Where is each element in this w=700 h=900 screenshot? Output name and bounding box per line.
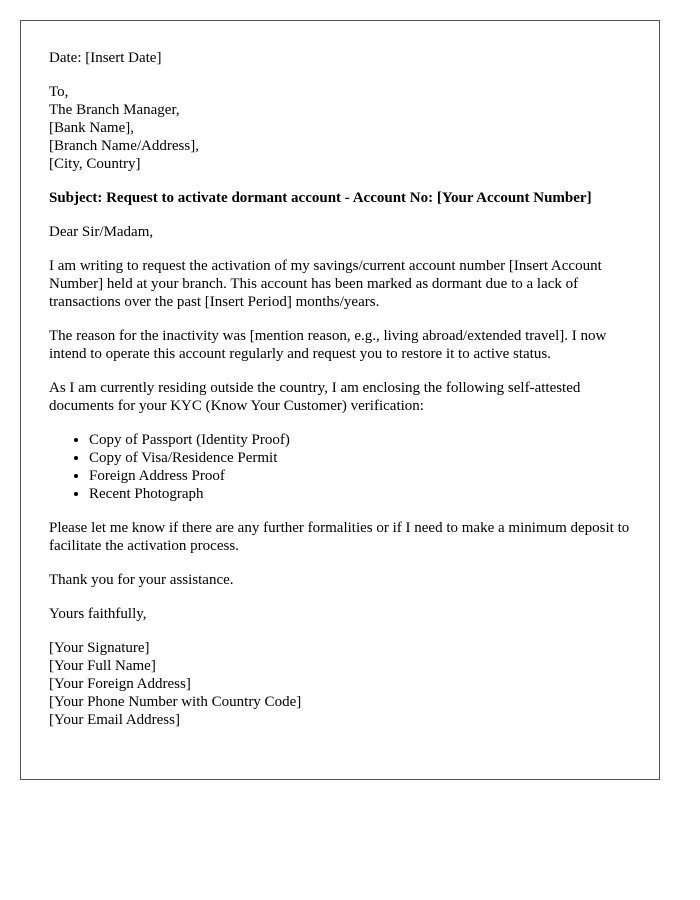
phone-line: [Your Phone Number with Country Code] xyxy=(49,694,302,710)
body-paragraph-formalities: Please let me know if there are any further formalities or if I need to make a minimum deposit to facilitate the activation process. xyxy=(49,520,630,554)
recipient-address xyxy=(49,83,633,173)
subject-line: Subject: Request to activate dormant account - Account No: [Your Account Number] xyxy=(49,190,592,206)
date-line: Date: [Insert Date] xyxy=(49,50,162,66)
document-list-item: • Copy of Passport (Identity Proof) xyxy=(89,431,633,449)
recipient-line: [Bank Name], xyxy=(49,120,134,136)
recipient-line: [Branch Name/Address], xyxy=(49,138,199,154)
document-list-item: • Recent Photograph xyxy=(89,485,633,503)
letter-frame xyxy=(20,20,660,780)
sign-off: Yours faithfully, xyxy=(49,606,147,622)
body-paragraph-thanks: Thank you for your assistance. xyxy=(49,572,234,588)
recipient-line: [City, Country] xyxy=(49,156,141,172)
document-list-item: • Copy of Visa/Residence Permit xyxy=(89,449,633,467)
body-paragraph-request: I am writing to request the activation of my savings/current account number [Insert Account Number] held at your branch. This account has been marked as dormant due to a lack of transactions over the past [Insert Period] months/years. xyxy=(49,258,602,310)
address-line: [Your Foreign Address] xyxy=(49,676,191,692)
body-paragraph-kyc: As I am currently residing outside the country, I am enclosing the following self-attested documents for your KYC (Know Your Customer) verification: xyxy=(49,380,581,414)
letter-body xyxy=(49,49,633,729)
recipient-line: The Branch Manager, xyxy=(49,102,180,118)
signature-block xyxy=(49,639,633,729)
document-list xyxy=(49,431,633,503)
body-paragraph-reason: The reason for the inactivity was [mention reason, e.g., living abroad/extended travel]. I now intend to operate this account regularly and request you to restore it to active status. xyxy=(49,328,607,362)
document-list-item: • Foreign Address Proof xyxy=(89,467,633,485)
recipient-line: To, xyxy=(49,84,69,100)
signature-line: [Your Signature] xyxy=(49,640,150,656)
full-name-line: [Your Full Name] xyxy=(49,658,156,674)
salutation: Dear Sir/Madam, xyxy=(49,224,154,240)
email-line: [Your Email Address] xyxy=(49,712,180,728)
